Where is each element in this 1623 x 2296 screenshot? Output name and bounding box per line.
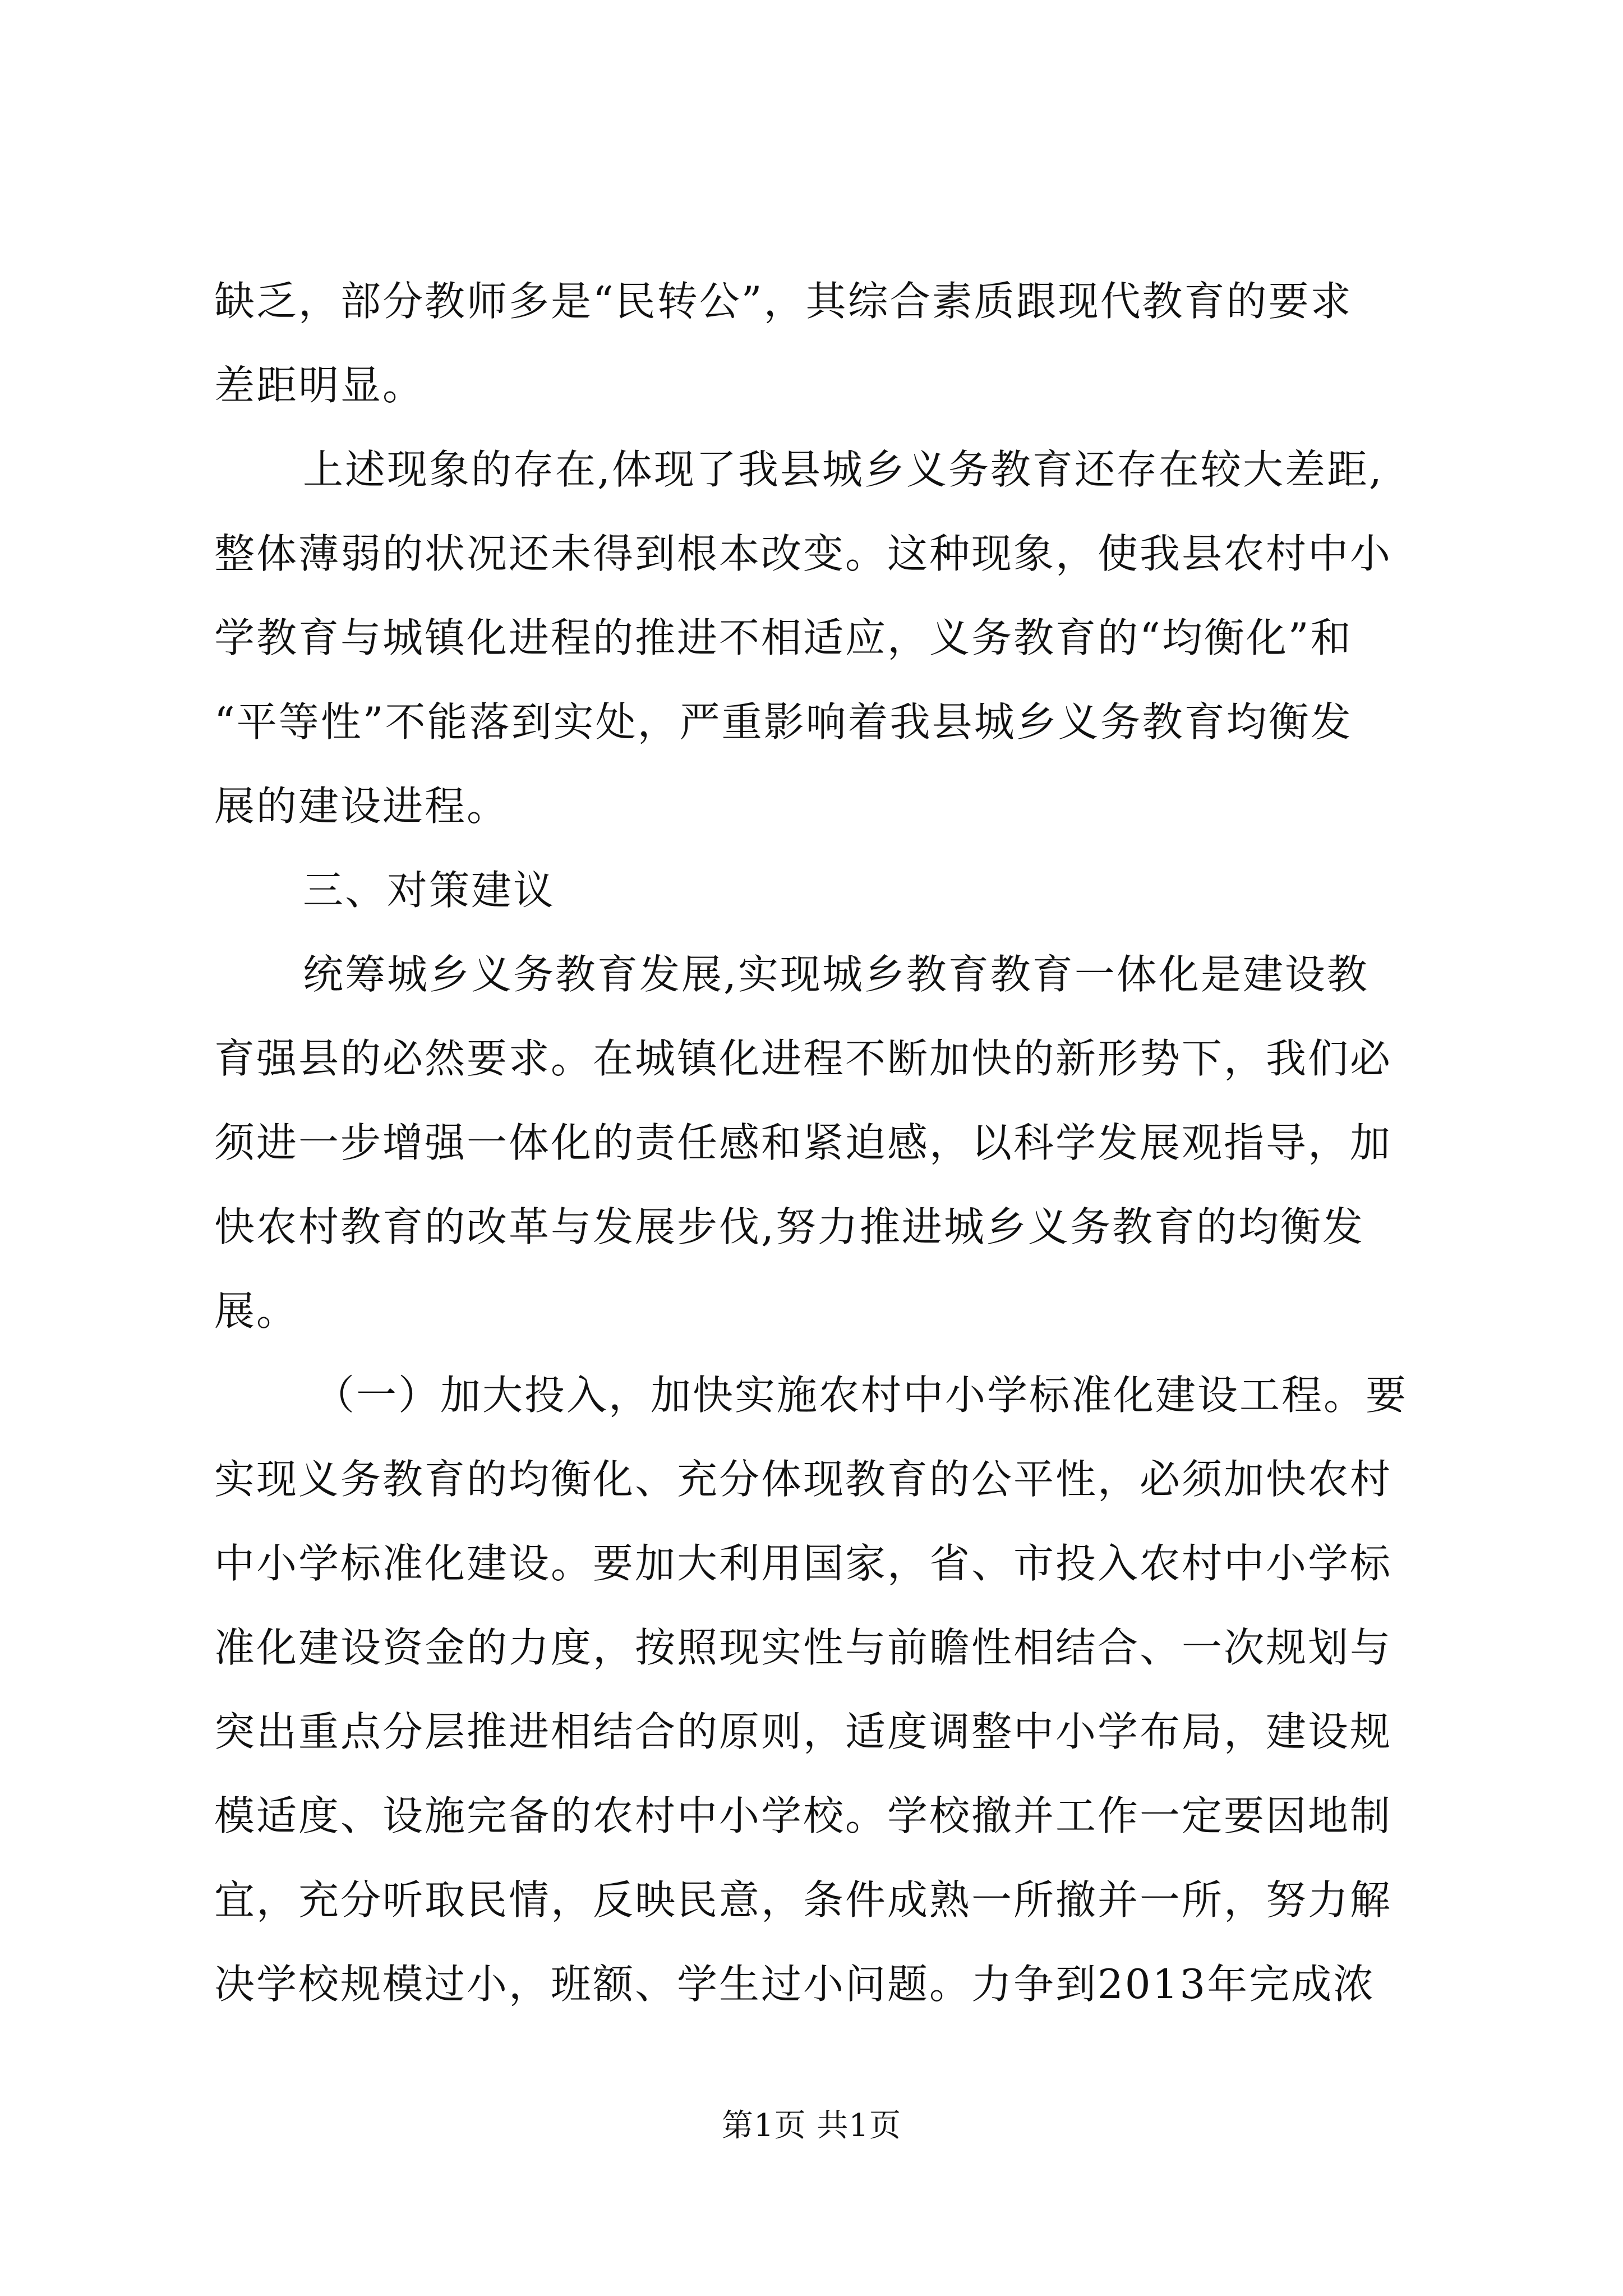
text-line: “平等性”不能落到实处，严重影响着我县城乡义务教育均衡发 (214, 698, 1353, 746)
text-line: 宜，充分听取民情，反映民意，条件成熟一所撤并一所，努力解 (214, 1876, 1393, 1924)
text-line: 展的建设进程。 (214, 783, 509, 830)
text-line: 突出重点分层推进相结合的原则，适度调整中小学布局，建设规 (214, 1708, 1393, 1755)
text-line: 快农村教育的改革与发展步伐,努力推进城乡义务教育的均衡发 (214, 1203, 1364, 1250)
text-line: 决学校规模过小，班额、学生过小问题。力争到2013年完成浓 (214, 1961, 1376, 2008)
text-line: 模适度、设施完备的农村中小学校。学校撤并工作一定要因地制 (214, 1792, 1393, 1839)
paragraph-start-line: 统筹城乡义务教育发展,实现城乡教育教育一体化是建设教 (303, 951, 1369, 998)
paragraph-start-line: 上述现象的存在,体现了我县城乡义务教育还存在较大差距, (303, 446, 1384, 493)
text-line: 差距明显。 (214, 362, 425, 409)
text-line: 育强县的必然要求。在城镇化进程不断加快的新形势下，我们必 (214, 1035, 1393, 1082)
page-footer: 第1页 共1页 (721, 2108, 902, 2144)
text-line: 准化建设资金的力度，按照现实性与前瞻性相结合、一次规划与 (214, 1624, 1393, 1671)
text-line: 须进一步增强一体化的责任感和紧迫感，以科学发展观指导，加 (214, 1119, 1393, 1166)
section-heading: 三、对策建议 (303, 867, 556, 914)
text-line: 整体薄弱的状况还未得到根本改变。这种现象，使我县农村中小 (214, 530, 1393, 577)
document-body (214, 259, 1428, 2026)
subsection-start-line: （一）加大投入，加快实施农村中小学标准化建设工程。要 (314, 1372, 1408, 1419)
text-line: 实现义务教育的均衡化、充分体现教育的公平性，必须加快农村 (214, 1456, 1393, 1503)
text-line: 中小学标准化建设。要加大利用国家，省、市投入农村中小学标 (214, 1540, 1393, 1587)
text-line: 学教育与城镇化进程的推进不相适应，义务教育的“均衡化”和 (214, 614, 1353, 661)
text-line: 缺乏，部分教师多是“民转公”，其综合素质跟现代教育的要求 (214, 278, 1353, 325)
text-line: 展。 (214, 1287, 299, 1335)
